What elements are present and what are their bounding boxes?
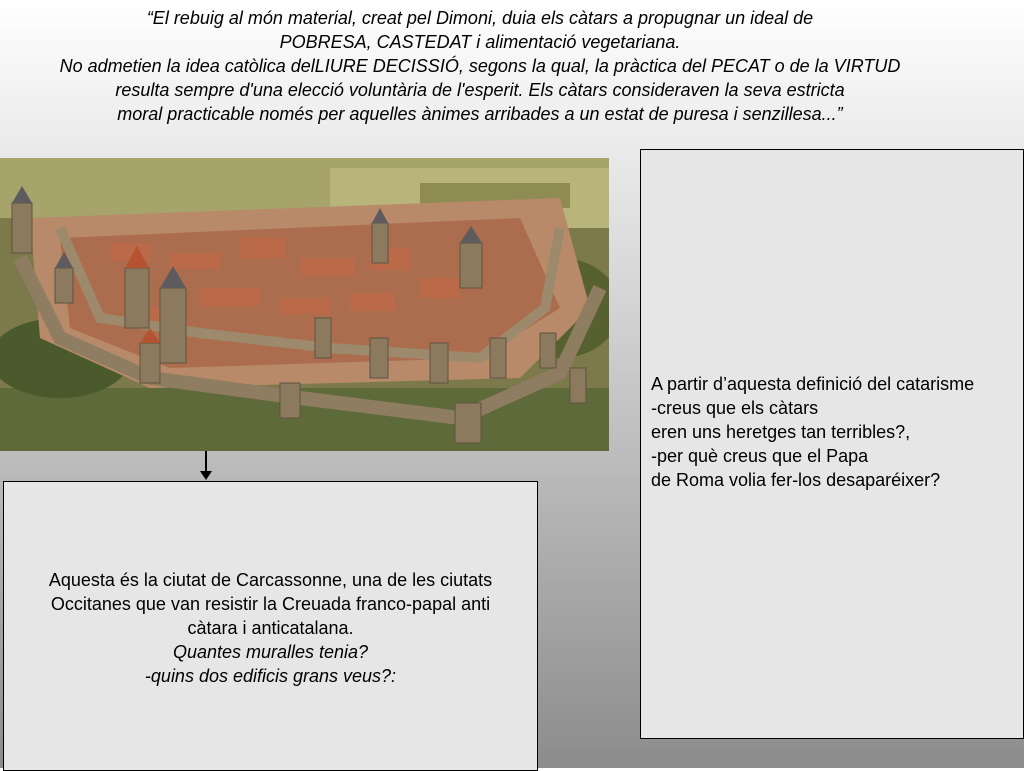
quote-text bbox=[0, 6, 960, 126]
quote-line: resulta sempre d'una elecció voluntària de l'esperit. Els càtars consideraven la seva estricta bbox=[115, 80, 845, 100]
caption-line: Occitanes que van resistir la Creuada franco-papal anti bbox=[50, 594, 491, 614]
quote-line: “El rebuig al món material, creat pel Dimoni, duia els càtars a propugnar un ideal de bbox=[146, 8, 814, 28]
question-line: Quantes muralles tenia? bbox=[172, 642, 369, 662]
quote-line: POBRESA, CASTEDAT i alimentació vegetariana. bbox=[279, 32, 681, 52]
question-line: -quins dos edificis grans veus?: bbox=[144, 666, 397, 686]
arrow-down-icon bbox=[200, 471, 212, 480]
quote-line: No admetien la idea catòlica delLIURE DECISSIÓ, segons la qual, la pràctica del PECAT o de la VIRTUD bbox=[59, 56, 901, 76]
question-line: -per què creus que el Papa bbox=[651, 446, 869, 466]
caption-line: càtara i anticatalana. bbox=[187, 618, 354, 638]
question-line: de Roma volia fer-los desaparéixer? bbox=[651, 470, 941, 490]
question-line: -creus que els càtars bbox=[651, 398, 819, 418]
catharism-questions-box bbox=[640, 149, 1024, 739]
question-line: A partir d’aquesta definició del catarisme bbox=[651, 374, 975, 394]
caption-text bbox=[4, 568, 537, 688]
caption-line: Aquesta és la ciutat de Carcassonne, una de les ciutats bbox=[48, 570, 493, 590]
question-line: eren uns heretges tan terribles?, bbox=[651, 422, 911, 442]
questions-text bbox=[651, 372, 1017, 492]
quote-line: moral practicable només per aquelles ànimes arribades a un estat de puresa i senzillesa...” bbox=[117, 104, 843, 124]
carcassonne-caption-box bbox=[3, 481, 538, 771]
carcassonne-photo bbox=[0, 158, 609, 451]
